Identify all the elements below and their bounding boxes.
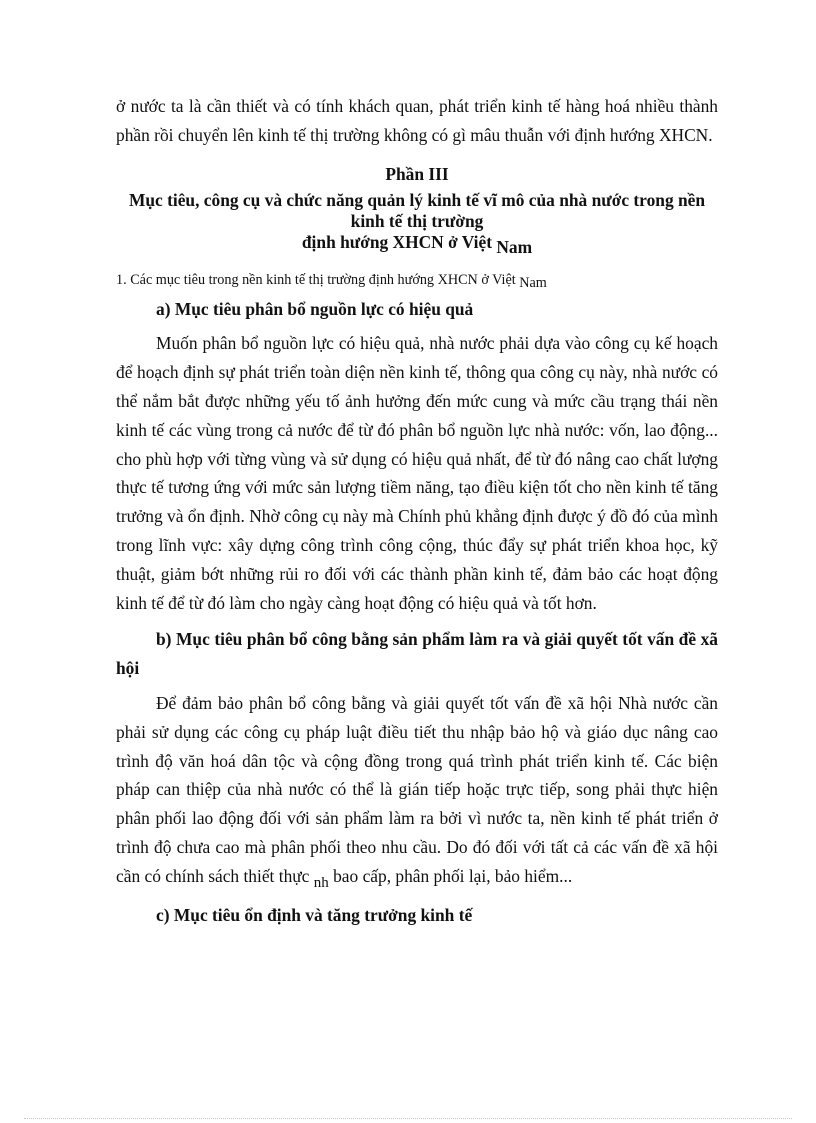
heading-1-main: 1. Các mục tiêu trong nền kinh tế thị trường định hướng XHCN ở Việt [116, 271, 520, 288]
subsection-b-body-part2: bao cấp, phân phối lại, bảo hiểm... [328, 865, 573, 886]
subsection-a-title: a) Mục tiêu phân bổ nguồn lực có hiệu quả [156, 298, 474, 319]
section-title-line2-sub: Nam [496, 236, 533, 257]
part-title: Phần III [385, 163, 449, 184]
document-page [116, 92, 718, 929]
subsection-c-title: c) Mục tiêu ổn định và tăng trưởng kinh tế [156, 904, 473, 925]
subsection-b-title: b) Mục tiêu phân bổ công bằng sản phẩm làm ra và giải quyết tốt vấn đề xã hội [116, 629, 718, 679]
section-title-line2 [116, 231, 718, 257]
subsection-b-body [116, 689, 718, 893]
page-footer-divider [24, 1118, 792, 1119]
subsection-b-body-part1: Để đảm bảo phân bổ công bằng và giải quyết tốt vấn đề xã hội Nhà nước cần phải sử dụng các công cụ pháp luật điều tiết thu nhập bảo hộ và giáo dục nâng cao trình độ văn hoá dân tộc và cộng đồng trong quá trình phát triển kinh tế. Các biện pháp can thiệp của nhà nước có thể là gián tiếp hoặc trực tiếp, song phải thực hiện phân phối lao động đối với sản phẩm làm ra bởi vì nước ta, nền kinh tế phát triển ở trình độ chưa cao mà phân phối theo nhu cầu. Do đó đối với tất cả các vấn đề xã hội cần có chính sách thiết thực [116, 692, 718, 886]
subsection-b-body-lowered: nh [313, 874, 329, 891]
section-title-line2-main: định hướng XHCN ở Việt [301, 231, 497, 252]
section-title [116, 189, 718, 257]
heading-1-sub: Nam [519, 274, 547, 291]
section-title-line1: Mục tiêu, công cụ và chức năng quản lý kinh tế vĩ mô của nhà nước trong nền kinh tế thị trường [128, 189, 706, 231]
intro-paragraph: ở nước ta là cần thiết và có tính khách quan, phát triển kinh tế hàng hoá nhiều thành phần rồi chuyển lên kinh tế thị trường không có gì mâu thuẫn với định hướng XHCN. [116, 96, 718, 145]
heading-1 [116, 271, 718, 289]
subsection-a-body: Muốn phân bổ nguồn lực có hiệu quả, nhà nước phải dựa vào công cụ kế hoạch để hoạch định sự phát triển toàn diện nền kinh tế, thông qua công cụ này, nhà nước có thể nắm bắt được những yếu tố ảnh hưởng đến mức cung và mức cầu trạng thái nền kinh tế các vùng trong cả nước để từ đó phân bổ nguồn lực nhà nước: vốn, lao động... cho phù hợp với từng vùng và sử dụng có hiệu quả nhất, để từ đó nâng cao chất lượng thực tế tương ứng với mức sản lượng tiềm năng, tạo điều kiện tốt cho nền kinh tế tăng trưởng và ổn định. Nhờ công cụ này mà Chính phủ khẳng định được ý đồ đó của mình trong lĩnh vực: xây dựng công trình công cộng, thúc đẩy sự phát triển khoa học, kỹ thuật, giảm bớt những rủi ro đối với các thành phần kinh tế, đảm bảo các hoạt động kinh tế để từ đó làm cho ngày càng hoạt động có hiệu quả và tốt hơn. [116, 333, 718, 613]
